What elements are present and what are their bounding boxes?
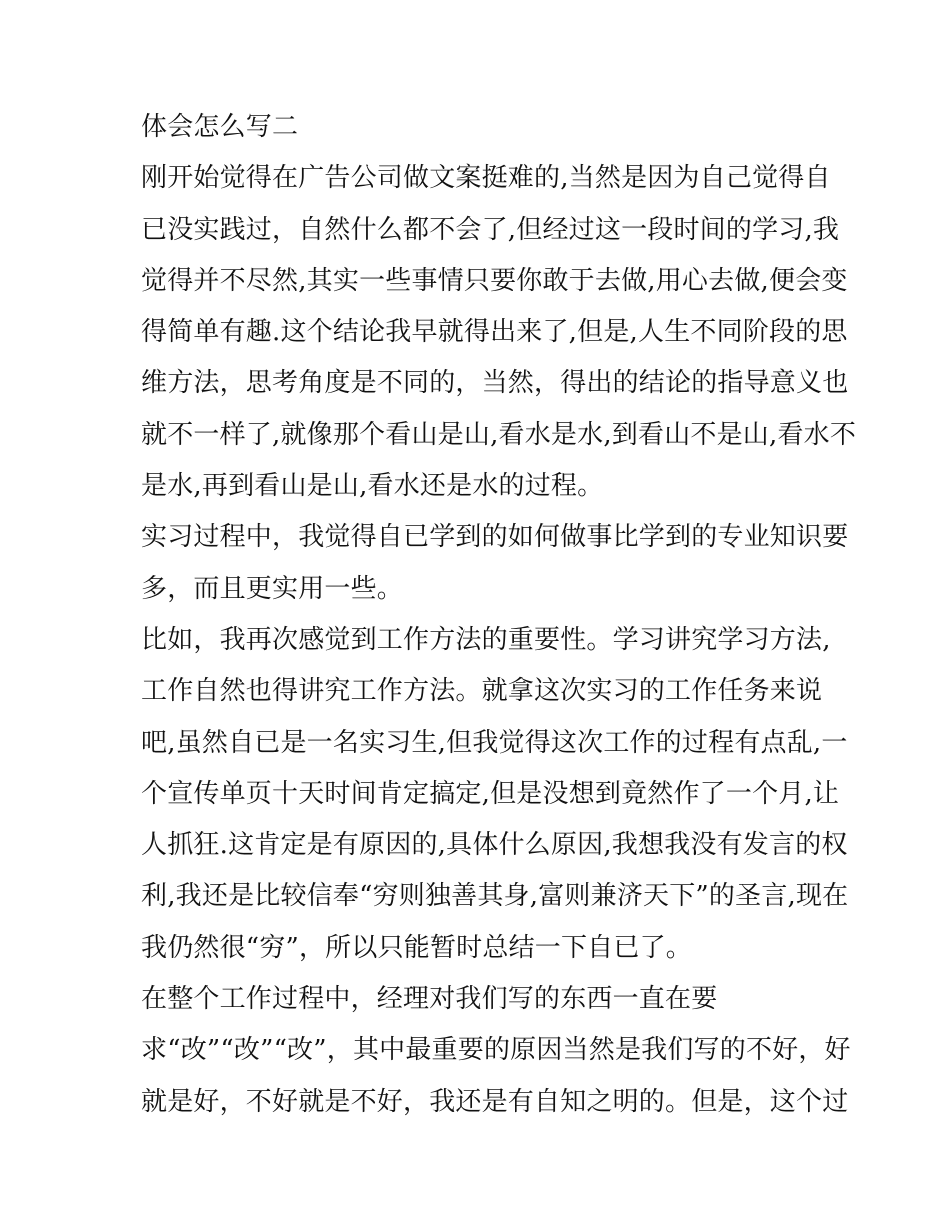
text-line: 我仍然很“穷”，所以只能暂时总结一下自已了。 xyxy=(141,932,692,963)
text-line: 吧,虽然自已是一名实习生,但我觉得这次工作的过程有点乱,一 xyxy=(141,727,848,758)
text-line: 利,我还是比较信奉“穷则独善其身,富则兼济天下”的圣言,现在 xyxy=(141,881,849,912)
text-line: 刚开始觉得在广告公司做文案挺难的,当然是因为自己觉得自 xyxy=(141,163,831,194)
text-line: 求“改”“改”“改”，其中最重要的原因当然是我们写的不好，好 xyxy=(141,1035,851,1066)
text-line: 觉得并不尽然,其实一些事情只要你敢于去做,用心去做,便会变 xyxy=(141,265,848,296)
text-line: 在整个工作过程中，经理对我们写的东西一直在要 xyxy=(141,984,718,1015)
document-body xyxy=(141,110,857,1136)
text-line: 已没实践过，自然什么都不会了,但经过这一段时间的学习,我 xyxy=(141,214,840,245)
text-line: 多，而且更实用一些。 xyxy=(141,573,404,604)
text-line: 就不一样了,就像那个看山是山,看水是水,到看山不是山,看水不 xyxy=(141,419,857,450)
text-line: 工作自然也得讲究工作方法。就拿这次实习的工作任务来说 xyxy=(141,676,823,707)
text-line: 实习过程中，我觉得自已学到的如何做事比学到的专业知识要 xyxy=(141,522,849,553)
text-line: 人抓狂.这肯定是有原因的,具体什么原因,我想我没有发言的权 xyxy=(141,830,848,861)
text-line: 维方法，思考角度是不同的，当然，得出的结论的指导意义也 xyxy=(141,368,849,399)
text-line: 个宣传单页十天时间肯定搞定,但是没想到竟然作了一个月,让 xyxy=(141,778,840,809)
text-line: 是水,再到看山是山,看水还是水的过程。 xyxy=(141,471,604,502)
text-line: 比如，我再次感觉到工作方法的重要性。学习讲究学习方法, xyxy=(141,624,831,655)
text-line: 就是好，不好就是不好，我还是有自知之明的。但是，这个过 xyxy=(141,1086,849,1117)
text-line: 得简单有趣.这个结论我早就得出来了,但是,人生不同阶段的思 xyxy=(141,317,848,348)
document-heading: 体会怎么写二 xyxy=(141,112,299,142)
